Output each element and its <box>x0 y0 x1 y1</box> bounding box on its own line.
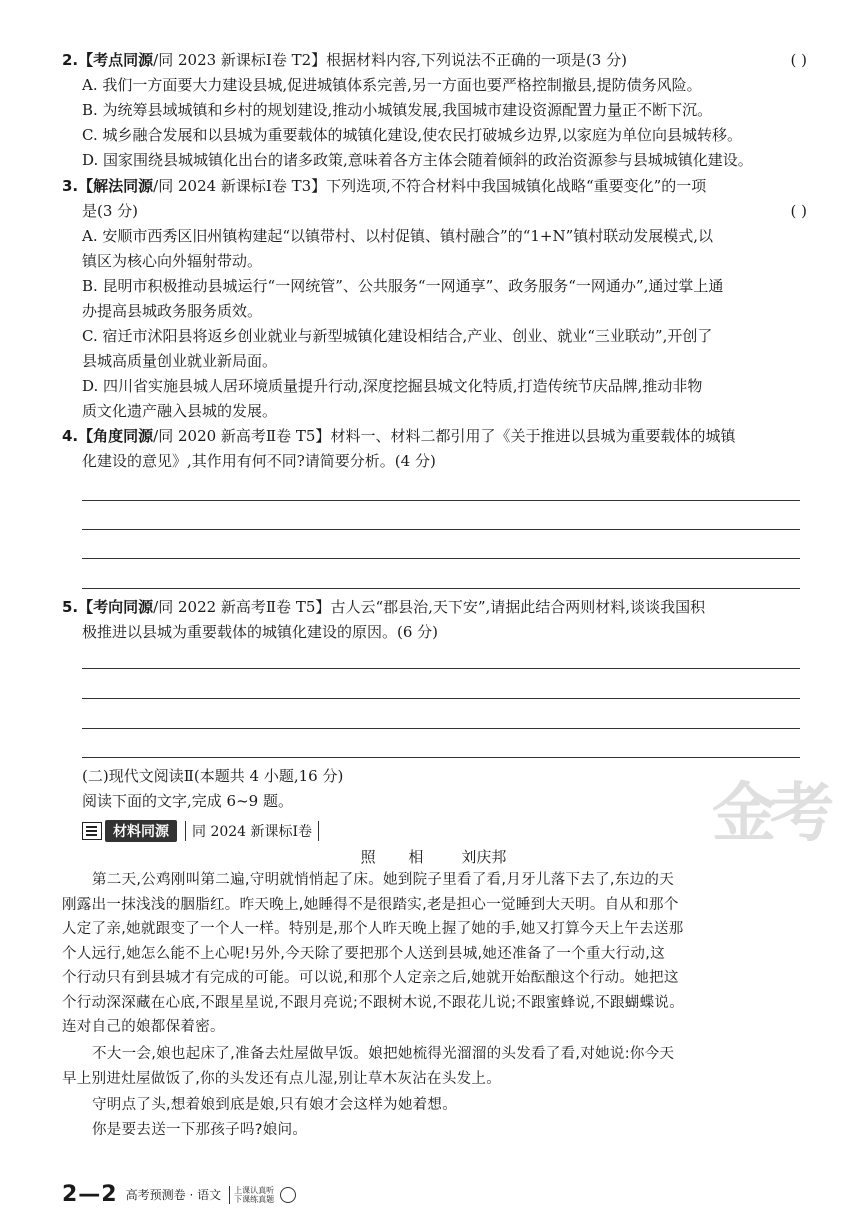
question-2 <box>62 48 807 173</box>
book-icon <box>82 822 102 840</box>
option-a: A. 安顺市西秀区旧州镇构建起“以镇带村、以村促镇、镇村融合”的“1+N”镇村联动发展模式,以 <box>82 227 714 245</box>
option-b-cont: 办提高县城政务服务质效。 <box>82 302 263 320</box>
paragraph-line: 你是要去送一下那孩子吗?娘问。 <box>92 1122 308 1138</box>
option-c-cont: 县城高质量创业就业新局面。 <box>82 352 278 370</box>
page-footer <box>62 1182 296 1207</box>
question-text: 下列选项,不符合材料中我国城镇化战略“重要变化”的一项 <box>326 177 707 195</box>
answer-line[interactable] <box>82 500 800 501</box>
paragraph-line: 连对自己的娘都保着密。 <box>62 1019 225 1035</box>
slogan-line-2: 下课练真题 <box>234 1194 275 1204</box>
option-c: C. 宿迁市沭阳县将返乡创业就业与新型城镇化建设相结合,产业、创业、就业“三业联动”,开创了 <box>82 327 713 345</box>
question-number: 2. <box>62 51 79 69</box>
question-source: /同 2024 新课标Ⅰ卷 T3】 <box>153 177 327 195</box>
answer-line[interactable] <box>82 558 800 559</box>
article-paragraph-1 <box>62 868 807 1040</box>
answer-line[interactable] <box>82 529 800 530</box>
question-number: 5. <box>62 598 79 616</box>
question-3-stem-cont <box>62 199 807 224</box>
option-a: A. 我们一方面要大力建设县城,促进城镇体系完善,另一方面也要严格控制撤县,提防债务风险。 <box>82 76 702 94</box>
question-tag: 【考点同源 <box>78 51 154 69</box>
paragraph-line: 第二天,公鸡刚叫第二遍,守明就悄悄起了床。她到院子里看了看,月牙儿落下去了,东边的天 <box>92 872 675 888</box>
question-number: 3. <box>62 177 79 195</box>
watermark-stamp: 金考 <box>712 776 828 851</box>
option-d: D. 四川省实施县城人居环境质量提升行动,深度挖掘县城文化特质,打造传统节庆品牌,推动非物 <box>82 377 703 395</box>
question-5-stem-cont: 极推进以县城为重要载体的城镇化建设的原因。(6 分) <box>82 623 439 641</box>
question-5 <box>62 595 807 645</box>
option-d: D. 国家围绕县城城镇化出台的诸多政策,意味着各方主体会随着倾斜的政治资源参与县城城镇化建设。 <box>82 151 753 169</box>
section-instruction: 阅读下面的文字,完成 6~9 题。 <box>82 792 293 810</box>
article-title: 照 相 <box>360 848 438 866</box>
paragraph-line: 个行动深深藏在心底,不跟星星说,不跟月亮说;不跟树木说,不跟花儿说;不跟蜜蜂说,不跟蝴蝶说。 <box>62 994 685 1011</box>
article-heading <box>0 846 867 867</box>
question-source: /同 2023 新课标Ⅰ卷 T2】 <box>153 51 327 69</box>
answer-line[interactable] <box>82 757 800 758</box>
page-number: 2—2 <box>62 1182 118 1207</box>
question-5-stem <box>62 595 807 620</box>
footer-subtitle: 高考预测卷 · 语文 <box>125 1188 222 1202</box>
question-tag: 【角度同源 <box>78 427 154 445</box>
option-b: B. 为统筹县域城镇和乡村的规划建设,推动小城镇发展,我国城市建设资源配置力量正不断下沉。 <box>82 101 713 119</box>
answer-paren: ( ) <box>790 202 807 220</box>
question-text-cont: 是(3 分) <box>82 202 139 220</box>
question-number: 4. <box>62 427 79 445</box>
answer-line[interactable] <box>82 698 800 699</box>
footer-slogan <box>229 1186 274 1204</box>
option-d-cont: 质文化遗产融入县城的发展。 <box>82 402 278 420</box>
slogan-line-1: 上课认真听 <box>234 1185 275 1195</box>
question-text: 材料一、材料二都引用了《关于推进以县城为重要载体的城镇 <box>330 427 736 445</box>
paragraph-line: 人定了亲,她就跟变了一个人一样。特别是,那个人昨天晚上握了她的手,她又打算今天上午去送那 <box>62 921 684 937</box>
question-tag: 【考向同源 <box>78 598 154 616</box>
question-3 <box>62 174 807 424</box>
answer-line[interactable] <box>82 728 800 729</box>
answer-line[interactable] <box>82 588 800 589</box>
question-text: 根据材料内容,下列说法不正确的一项是(3 分) <box>326 51 627 69</box>
option-b: B. 昆明市积极推动县城运行“一网统管”、公共服务“一网通享”、政务服务“一网通办”,通过掌上通 <box>82 277 724 295</box>
paragraph-line: 个人远行,她怎么能不上心呢!另外,今天除了要把那个人送到县城,她还准备了一个重大行动,这 <box>62 945 665 962</box>
article-paragraph-2 <box>62 1042 807 1091</box>
section-title: (二)现代文阅读Ⅱ(本题共 4 小题,16 分) <box>82 767 344 785</box>
question-source: /同 2022 新高考Ⅱ卷 T5】 <box>153 598 331 616</box>
paragraph-line: 不大一会,娘也起床了,准备去灶屋做早饭。娘把她梳得光溜溜的头发看了看,对她说:你今天 <box>92 1046 675 1062</box>
badge-source: 同 2024 新课标Ⅰ卷 <box>185 821 319 841</box>
answer-paren: ( ) <box>790 51 807 69</box>
question-4-stem <box>62 424 807 449</box>
question-4-stem-cont: 化建设的意见》,其作用有何不同?请简要分析。(4 分) <box>82 452 436 470</box>
paragraph-line: 早上别进灶屋做饭了,你的头发还有点儿湿,别让草木灰沾在头发上。 <box>62 1070 502 1087</box>
paragraph-line: 守明点了头,想着娘到底是娘,只有娘才会这样为她着想。 <box>92 1097 458 1113</box>
option-a-cont: 镇区为核心向外辐射带动。 <box>82 252 263 270</box>
brand-logo-icon <box>280 1187 296 1203</box>
paragraph-line: 刚露出一抹浅浅的胭脂红。昨天晚上,她睡得不是很踏实,老是担心一觉睡到大天明。自从和那个 <box>62 896 679 913</box>
answer-line[interactable] <box>82 668 800 669</box>
badge-label: 材料同源 <box>105 820 177 842</box>
article-paragraph-4 <box>62 1118 807 1143</box>
question-text: 古人云“郡县治,天下安”,请据此结合两则材料,谈谈我国积 <box>330 598 706 616</box>
article-paragraph-3 <box>62 1093 807 1118</box>
option-c: C. 城乡融合发展和以县城为重要载体的城镇化建设,使农民打破城乡边界,以家庭为单位向县城转移。 <box>82 126 743 144</box>
article-author: 刘庆邦 <box>461 848 507 866</box>
question-source: /同 2020 新高考Ⅱ卷 T5】 <box>153 427 331 445</box>
question-tag: 【解法同源 <box>78 177 154 195</box>
material-source-badge <box>82 820 319 842</box>
question-4 <box>62 424 807 474</box>
question-2-stem <box>62 48 807 73</box>
paragraph-line: 个行动只有到县城才有完成的可能。可以说,和那个人定亲之后,她就开始酝酿这个行动。她把这 <box>62 970 679 986</box>
question-3-stem <box>62 174 807 199</box>
